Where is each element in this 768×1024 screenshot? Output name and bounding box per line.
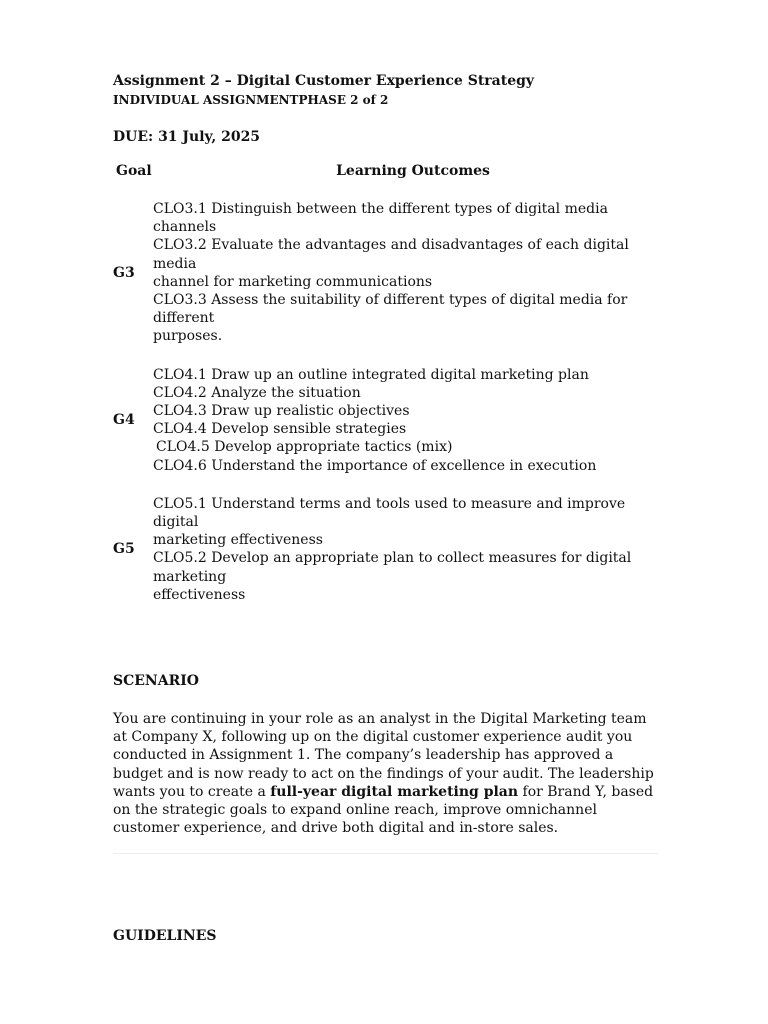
outcome-line: channel for marketing communications <box>153 273 433 290</box>
scenario-heading: SCENARIO <box>113 673 199 690</box>
outcome-line: CLO4.3 Draw up realistic objectives <box>153 403 410 420</box>
outcome-line: CLO4.2 Analyze the situation <box>153 384 361 401</box>
goal-cell: G3 <box>113 264 135 281</box>
scenario-text-after: for Brand Y, based on the strategic goals to expand online reach, improve omnichannel customer experience, and drive both digital and in-store sales. <box>113 783 654 837</box>
goal-cell: G5 <box>113 541 135 558</box>
outcomes-cell <box>153 495 658 604</box>
goal-cell: G4 <box>113 412 135 429</box>
outcomes-cell <box>153 200 658 346</box>
outcome-line: CLO3.1 Distinguish between the different types of digital media channels <box>153 201 608 236</box>
outcome-line: CLO4.4 Develop sensible strategies <box>153 421 407 438</box>
outcome-line: CLO3.2 Evaluate the advantages and disadvantages of each digital media <box>153 237 629 272</box>
learning-outcomes-table <box>113 162 658 604</box>
document-page <box>113 72 658 945</box>
outcome-line: CLO5.1 Understand terms and tools used to measure and improve digital <box>153 495 626 531</box>
outcome-line: marketing effectiveness <box>153 532 323 549</box>
table-row <box>113 200 658 346</box>
outcome-line: CLO4.6 Understand the importance of excellence in execution <box>153 457 597 474</box>
outcomes-column-header: Learning Outcomes <box>336 163 490 179</box>
outcome-line: effectiveness <box>153 586 246 603</box>
outcome-line: CLO5.2 Develop an appropriate plan to collect measures for digital marketing <box>153 550 632 585</box>
outcome-line: CLO3.3 Assess the suitability of different types of digital media for different <box>153 292 628 327</box>
table-header-row <box>113 162 658 180</box>
table-spacer <box>113 180 658 200</box>
outcomes-cell <box>153 366 658 475</box>
table-row <box>113 495 658 604</box>
outcome-line: purposes. <box>153 328 223 345</box>
assignment-title: Assignment 2 – Digital Customer Experience Strategy <box>113 73 535 89</box>
assignment-subtitle: INDIVIDUAL ASSIGNMENTPHASE 2 of 2 <box>113 93 389 107</box>
table-row <box>113 366 658 475</box>
goal-column-header: Goal <box>116 163 152 179</box>
due-date: DUE: 31 July, 2025 <box>113 129 261 145</box>
scenario-paragraph <box>113 710 658 837</box>
table-spacer <box>113 475 658 495</box>
outcome-line: CLO4.5 Develop appropriate tactics (mix) <box>156 439 453 456</box>
scenario-text-bold: full-year digital marketing plan <box>270 783 519 800</box>
guidelines-heading: GUIDELINES <box>113 928 217 945</box>
outcome-line: CLO4.1 Draw up an outline integrated digital marketing plan <box>153 366 589 383</box>
table-spacer <box>113 346 658 366</box>
scenario-text-before: You are continuing in your role as an analyst in the Digital Marketing team at Company X, following up on the digital customer experience audit you conducted in Assignment 1. The company’s leadership has approved a budget and is now ready to act on the findings of your audit. The leadership wants you to create a <box>113 711 654 800</box>
